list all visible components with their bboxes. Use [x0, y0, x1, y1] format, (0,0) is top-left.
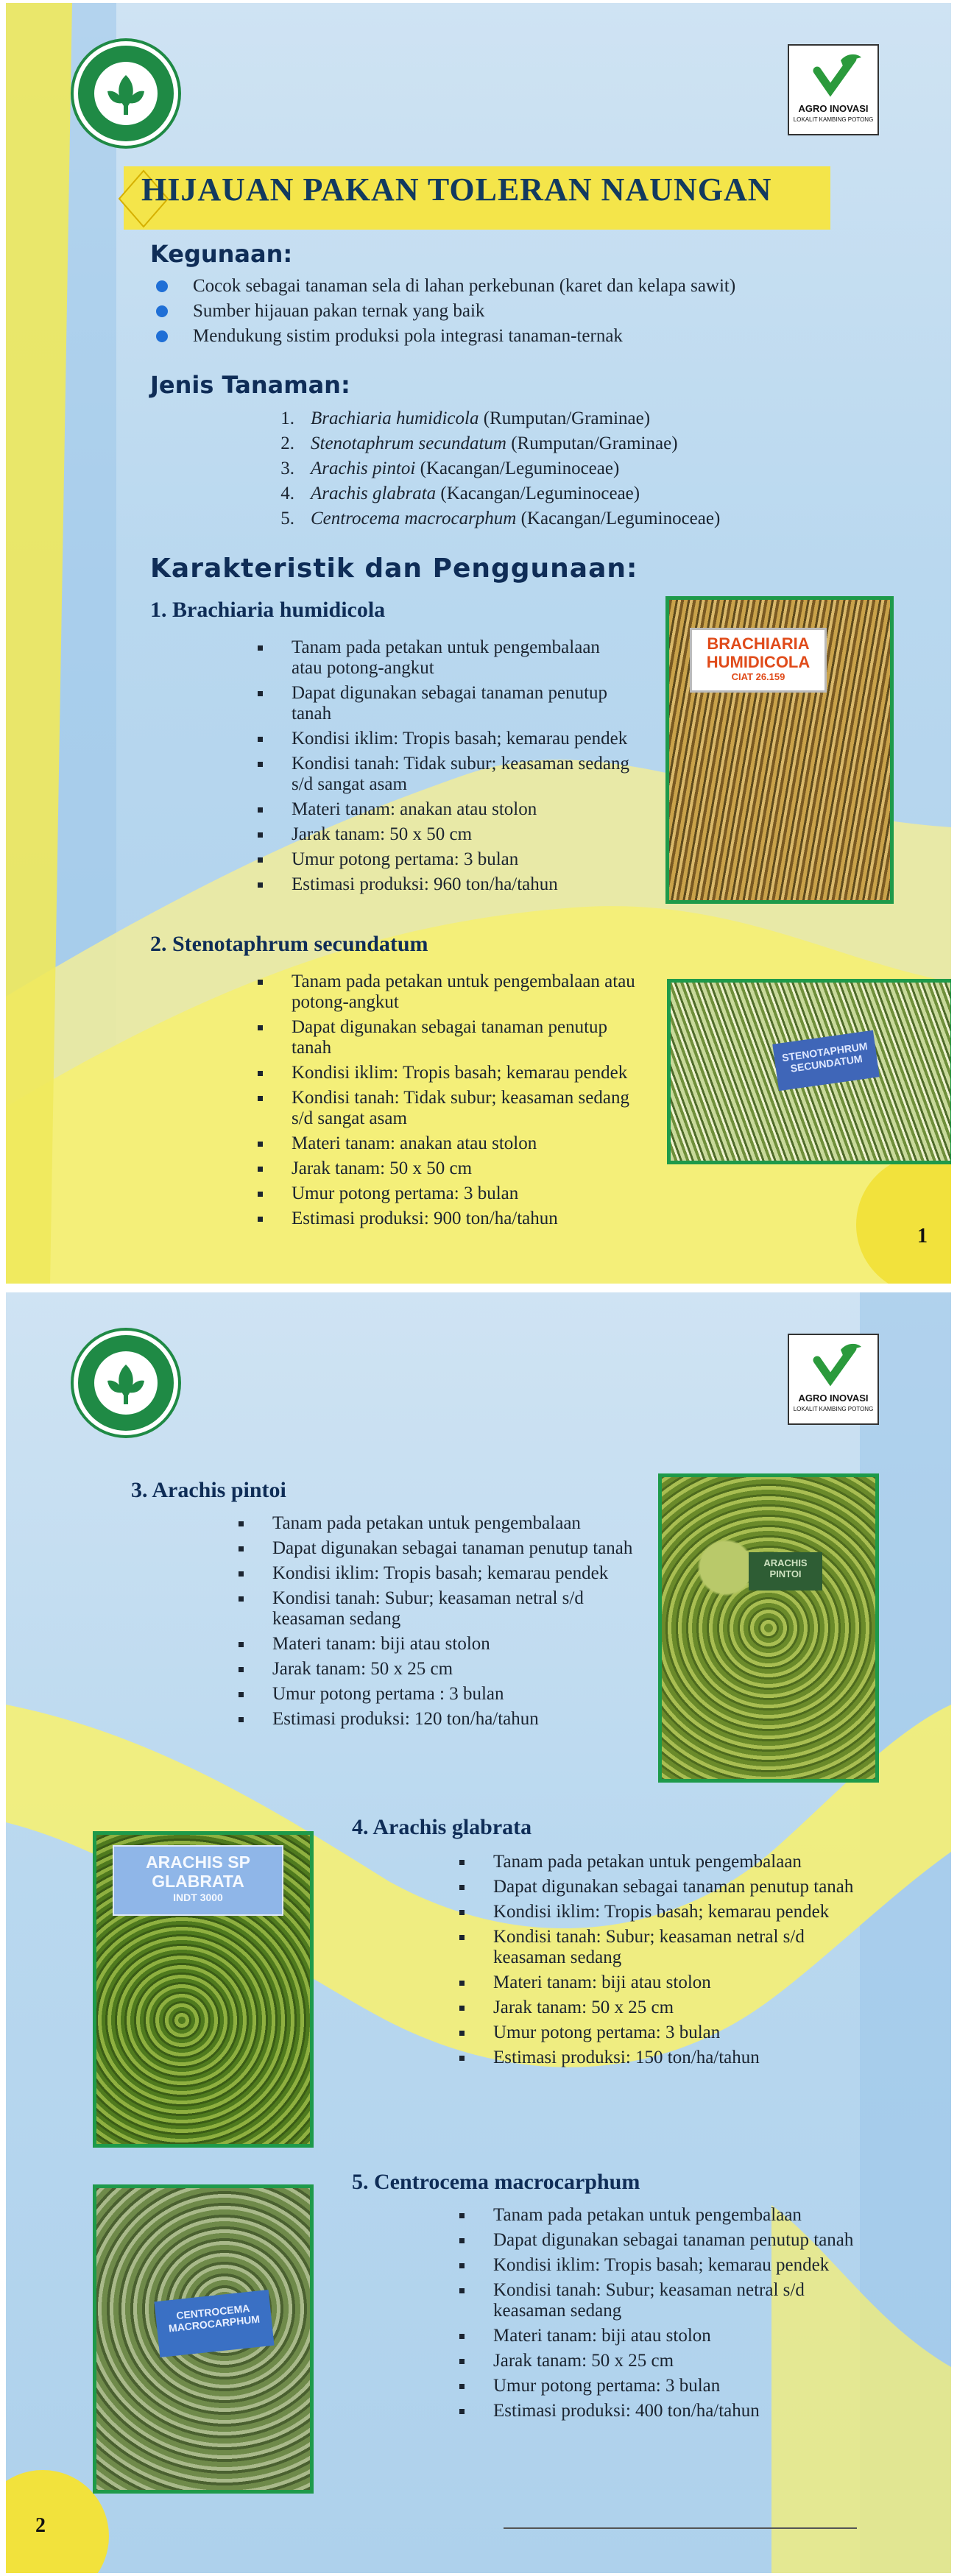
kegunaan-list: [146, 274, 926, 349]
plant-sign: ARACHIS PINTOI: [749, 1552, 822, 1590]
list-item: Estimasi produksi: 120 ton/ha/tahun: [233, 1709, 645, 1730]
list-item: 5. Centrocema macrocarphum (Kacangan/Leguminoceae): [280, 509, 721, 528]
logo-emblem: [74, 1331, 178, 1435]
footer-divider: [504, 2527, 857, 2529]
photo-brachiaria: [665, 596, 894, 904]
list-item: Tanam pada petakan untuk pengembalaan: [453, 2205, 866, 2226]
list-item: Umur potong pertama: 3 bulan: [453, 2376, 866, 2396]
list-item: Tanam pada petakan untuk pengembalaan atau potong-angkut: [252, 637, 635, 679]
list-item: Kondisi tanah: Subur; keasaman netral s/d keasaman sedang: [453, 1927, 866, 1968]
section-5-title: 5. Centrocema macrocarphum: [352, 2170, 640, 2194]
list-item: Cocok sebagai tanaman sela di lahan perkebunan (karet dan kelapa sawit): [146, 274, 926, 299]
jenis-heading: Jenis Tanaman:: [150, 371, 350, 399]
page-number: 2: [35, 2514, 46, 2537]
list-item: Kondisi iklim: Tropis basah; kemarau pendek: [252, 1063, 649, 1083]
list-item: Umur potong pertama: 3 bulan: [453, 2023, 866, 2043]
list-item: Dapat digunakan sebagai tanaman penutup tanah: [252, 683, 635, 724]
plant-sign: STENOTAPHRUM SECUNDATUM: [772, 1030, 880, 1091]
plant-sign-code: INDT 3000: [173, 1891, 223, 1903]
agro-inovasi-sublabel: LOKALIT KAMBING POTONG: [793, 116, 874, 123]
list-item: Tanam pada petakan untuk pengembalaan atau potong-angkut: [252, 972, 649, 1013]
section-2-list: [252, 972, 649, 1234]
agro-inovasi-label: AGRO INOVASI: [798, 1393, 869, 1404]
list-item: Jarak tanam: 50 x 50 cm: [252, 824, 635, 845]
page-title: HIJAUAN PAKAN TOLERAN NAUNGAN: [141, 171, 772, 208]
list-item: Kondisi iklim: Tropis basah; kemarau pendek: [233, 1563, 645, 1584]
logo-emblem-icon: [78, 1335, 174, 1431]
list-item: 1. Brachiaria humidicola (Rumputan/Graminae): [280, 408, 651, 428]
plant-sign-code: CIAT 26.159: [731, 670, 785, 682]
list-item: 4. Arachis glabrata (Kacangan/Leguminoceae): [280, 484, 640, 503]
list-item: Estimasi produksi: 150 ton/ha/tahun: [453, 2048, 866, 2068]
list-item: Kondisi tanah: Subur; keasaman netral s/d keasaman sedang: [233, 1588, 645, 1630]
section-5-list: [453, 2205, 866, 2426]
list-item: 2. Stenotaphrum secundatum (Rumputan/Graminae): [280, 434, 678, 453]
logo-emblem-icon: [78, 46, 174, 141]
agro-inovasi-logo-icon: [789, 1335, 877, 1394]
karakteristik-heading: Karakteristik dan Penggunaan:: [150, 553, 638, 584]
photo-centrocema: [93, 2184, 314, 2494]
kegunaan-heading: Kegunaan:: [150, 240, 293, 268]
agro-inovasi-logo-icon: [789, 46, 877, 105]
section-1-title: 1. Brachiaria humidicola: [150, 598, 386, 622]
page-2: [6, 1292, 951, 2573]
list-item: Dapat digunakan sebagai tanaman penutup tanah: [453, 2230, 866, 2251]
agro-inovasi-logo: [788, 44, 879, 135]
list-item: Materi tanam: biji atau stolon: [453, 1972, 866, 1993]
list-item: Umur potong pertama: 3 bulan: [252, 1183, 649, 1204]
list-item: Jarak tanam: 50 x 25 cm: [233, 1659, 645, 1680]
photo-stenotaphrum: [667, 979, 951, 1164]
list-item: Materi tanam: anakan atau stolon: [252, 1133, 649, 1154]
jenis-list: [241, 406, 720, 531]
list-item: 3. Arachis pintoi (Kacangan/Leguminoceae): [280, 459, 620, 478]
agro-inovasi-logo: [788, 1334, 879, 1425]
logo-emblem: [74, 41, 178, 146]
list-item: Jarak tanam: 50 x 25 cm: [453, 1998, 866, 2018]
plant-sign-label: ARACHIS SP GLABRATA: [146, 1853, 250, 1892]
section-4-list: [453, 1852, 866, 2073]
list-item: Materi tanam: anakan atau stolon: [252, 799, 635, 820]
list-item: Kondisi tanah: Tidak subur; keasaman sedang s/d sangat asam: [252, 754, 635, 795]
agro-inovasi-label: AGRO INOVASI: [798, 103, 869, 114]
list-item: Mendukung sistim produksi pola integrasi tanaman-ternak: [146, 324, 926, 349]
list-item: Dapat digunakan sebagai tanaman penutup tanah: [233, 1538, 645, 1559]
list-item: Dapat digunakan sebagai tanaman penutup tanah: [252, 1017, 649, 1058]
section-4-title: 4. Arachis glabrata: [352, 1815, 532, 1839]
list-item: Kondisi iklim: Tropis basah; kemarau pendek: [453, 1902, 866, 1922]
plant-sign: [690, 628, 827, 693]
list-item: Materi tanam: biji atau stolon: [453, 2326, 866, 2346]
list-item: Kondisi iklim: Tropis basah; kemarau pendek: [252, 729, 635, 749]
list-item: Kondisi tanah: Subur; keasaman netral s/d keasaman sedang: [453, 2280, 866, 2321]
plant-sign: [113, 1845, 283, 1916]
list-item: Tanam pada petakan untuk pengembalaan: [233, 1513, 645, 1534]
list-item: Umur potong pertama : 3 bulan: [233, 1684, 645, 1705]
list-item: Umur potong pertama: 3 bulan: [252, 849, 635, 870]
page-1: [6, 3, 951, 1284]
section-2-title: 2. Stenotaphrum secundatum: [150, 932, 428, 956]
section-3-list: [233, 1513, 645, 1734]
plant-sign: CENTROCEMA MACROCARPHUM: [154, 2290, 274, 2357]
list-item: Estimasi produksi: 960 ton/ha/tahun: [252, 874, 635, 895]
section-1-list: [252, 637, 635, 899]
photo-arachis-pintoi: [658, 1473, 879, 1783]
photo-arachis-glabrata: [93, 1831, 314, 2148]
list-item: Dapat digunakan sebagai tanaman penutup tanah: [453, 1877, 866, 1897]
list-item: Kondisi iklim: Tropis basah; kemarau pendek: [453, 2255, 866, 2276]
list-item: Materi tanam: biji atau stolon: [233, 1634, 645, 1655]
list-item: Sumber hijauan pakan ternak yang baik: [146, 299, 926, 324]
plant-sign-label: BRACHIARIA HUMIDICOLA: [706, 634, 811, 672]
section-3-title: 3. Arachis pintoi: [131, 1478, 286, 1502]
list-item: Estimasi produksi: 400 ton/ha/tahun: [453, 2401, 866, 2421]
list-item: Tanam pada petakan untuk pengembalaan: [453, 1852, 866, 1872]
list-item: Jarak tanam: 50 x 25 cm: [453, 2351, 866, 2371]
list-item: Kondisi tanah: Tidak subur; keasaman sedang s/d sangat asam: [252, 1088, 649, 1129]
page-number: 1: [917, 1225, 928, 1248]
agro-inovasi-sublabel: LOKALIT KAMBING POTONG: [793, 1406, 874, 1412]
list-item: Estimasi produksi: 900 ton/ha/tahun: [252, 1209, 649, 1229]
list-item: Jarak tanam: 50 x 50 cm: [252, 1158, 649, 1179]
